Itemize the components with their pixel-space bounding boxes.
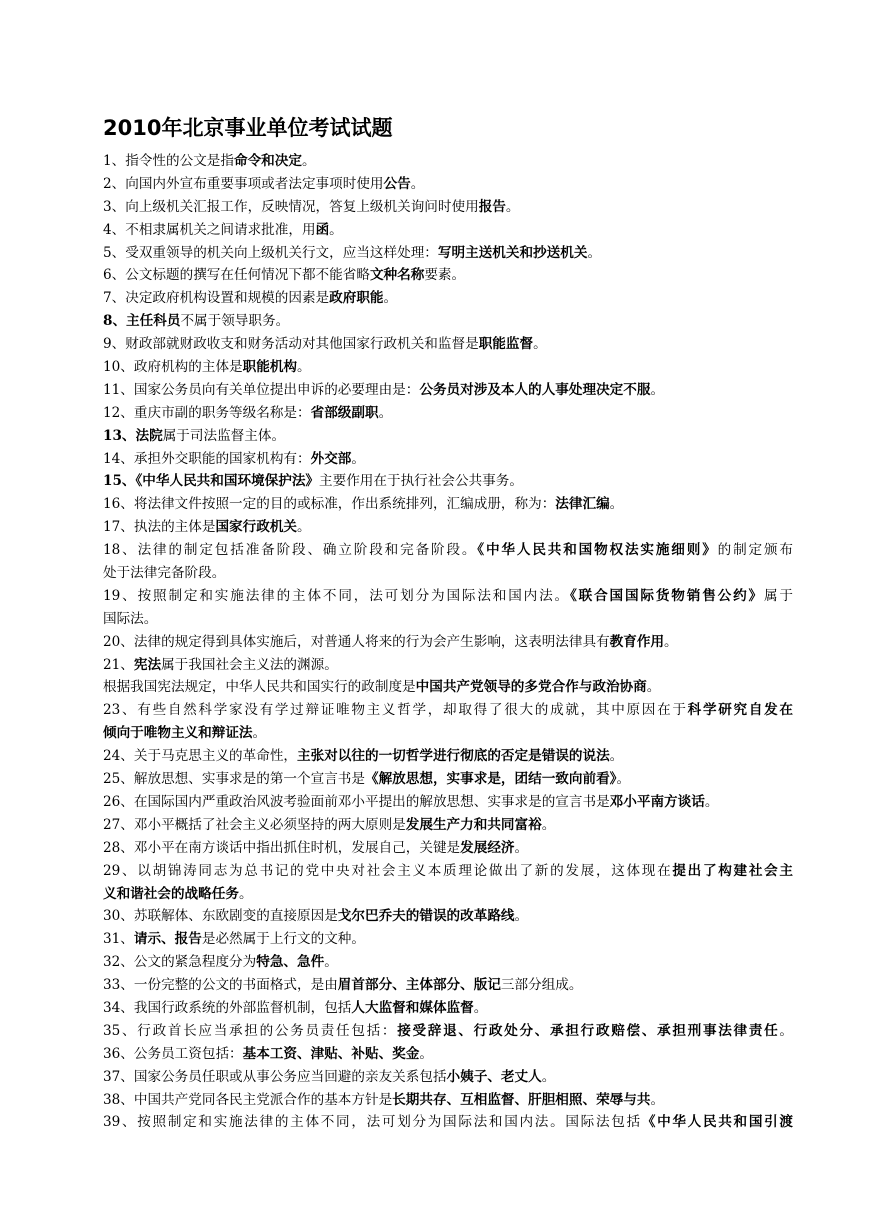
text-line <box>103 974 793 997</box>
bold-answer-text: 外交部 <box>310 450 352 467</box>
line-text: 。 <box>297 519 311 536</box>
bold-answer-text: 教育作用 <box>609 633 665 650</box>
bold-answer-text: 法律汇编 <box>555 496 610 513</box>
line-text: 。 <box>473 999 488 1016</box>
line-text: 38、中国共产党同各民主党派合作的基本方针是 <box>103 1091 393 1108</box>
line-text: 。 <box>378 404 393 421</box>
line-text: 根据我国宪法规定，中华人民共和国实行的政制度是 <box>103 679 416 696</box>
line-text: 4、不相隶属机关之间请求批准，用 <box>103 221 316 238</box>
bold-answer-text: 主张对以往的一切哲学进行彻底的否定是错误的说法 <box>297 748 610 765</box>
line-text: 。 <box>297 359 311 376</box>
bold-answer-text: 公务员对涉及本人的人事处理决定不服 <box>419 381 651 398</box>
text-line <box>103 539 793 562</box>
text-line <box>103 562 793 585</box>
line-text: 34、我国行政系统的外部监督机制，包括 <box>103 999 352 1016</box>
text-line <box>103 448 793 471</box>
bold-answer-text: 13、法院 <box>103 427 163 444</box>
text-line <box>103 264 793 287</box>
line-text: 29、以胡锦涛同志为总书记的党中央对社会主义本质理论做出了新的发展，这体现在 <box>103 862 673 879</box>
document-title: 2010年北京事业单位考试试题 <box>103 116 393 140</box>
line-text: 。 <box>514 839 529 856</box>
text-line <box>103 1020 793 1043</box>
line-text: 14、承担外交职能的国家机构有： <box>103 450 311 467</box>
bold-answer-text: 邓小平南方谈话 <box>609 793 705 810</box>
text-line <box>103 837 793 860</box>
line-text: 。 <box>505 198 520 215</box>
text-line <box>103 333 793 356</box>
line-text: 。 <box>329 221 343 238</box>
text-line <box>103 242 793 265</box>
line-text: 。 <box>238 885 253 902</box>
bold-answer-text: 国家行政机关 <box>215 519 298 536</box>
text-line <box>103 768 793 791</box>
text-line <box>103 676 793 699</box>
line-text: 10、政府机构的主体是 <box>103 359 243 376</box>
line-text: 。 <box>704 793 719 810</box>
line-text: 24、关于马克思主义的革命性， <box>103 748 298 765</box>
line-text: 。 <box>541 816 556 833</box>
line-text: 12、重庆市副的职务等级名称是： <box>103 404 311 421</box>
line-text: 17、执法的主体是 <box>103 519 216 536</box>
bold-answer-text: 特急、急件 <box>256 954 325 971</box>
bold-answer-text: 8、主任科员 <box>103 313 181 330</box>
line-text: 。 <box>646 679 661 696</box>
text-line <box>103 883 793 906</box>
line-text: 28、邓小平在南方谈话中指出抓住时机，发展自己，关键是 <box>103 839 461 856</box>
text-line <box>103 699 793 722</box>
line-text: 36、公务员工资包括： <box>103 1045 243 1062</box>
bold-answer-text: 长期共存、互相监督、肝胆相照、荣辱与共 <box>392 1091 651 1108</box>
line-text: 国际法。 <box>103 610 158 627</box>
bold-answer-text: 基本工资、津贴、补贴、奖金 <box>242 1045 420 1062</box>
text-line <box>103 470 793 493</box>
text-line <box>103 1111 793 1134</box>
line-text: 。 <box>664 633 678 650</box>
bold-answer-text: 提出了构建社会主 <box>672 862 793 879</box>
text-line <box>103 1089 793 1112</box>
bold-answer-text: 文种名称 <box>369 267 425 284</box>
line-text: 要素。 <box>424 267 466 284</box>
text-line <box>103 745 793 768</box>
bold-answer-text: 中国共产党领导的多党合作与政治协商 <box>415 679 647 696</box>
text-line <box>103 997 793 1020</box>
bold-answer-text: 《中华人民共和国物权法实施细则》 <box>477 542 718 559</box>
text-line <box>103 493 793 516</box>
bold-answer-text: 职能监督 <box>478 336 534 353</box>
line-text: 11、国家公务员向有关单位提出申诉的必要理由是： <box>103 381 420 398</box>
bold-answer-text: 小姨子、老丈人 <box>446 1068 542 1085</box>
text-line <box>103 631 793 654</box>
line-text: 。 <box>252 725 267 742</box>
line-text: 23、有些自然科学家没有学过辩证唯物主义哲学，却取得了很大的成就，其中原因在于 <box>103 702 688 719</box>
line-text: 三部分组成。 <box>500 977 583 994</box>
line-text: 。 <box>301 153 316 169</box>
bold-answer-text: 写明主送机关和抄送机关 <box>437 244 588 261</box>
bold-answer-text: 函 <box>315 221 330 238</box>
text-line <box>103 722 793 745</box>
bold-answer-text: 接受辞退、行政处分、承担行政赔偿、承担刑事法律责任 <box>397 1022 780 1039</box>
text-line <box>103 310 793 333</box>
text-line <box>103 791 793 814</box>
line-text: 30、苏联解体、东欧剧变的直接原因是 <box>103 908 338 925</box>
line-text: 19、按照制定和实施法律的主体不同，法可划分为国际法和国内法。 <box>103 587 570 604</box>
text-line <box>103 814 793 837</box>
bold-answer-text: 命令和决定 <box>234 153 302 169</box>
bold-answer-text: 宪法 <box>133 656 162 673</box>
line-text: 25、解放思想、实事求是的第一个宣言书是 <box>103 771 365 788</box>
text-line <box>103 402 793 425</box>
line-text: 1、指令性的公文是指 <box>103 153 234 169</box>
text-line <box>103 1043 793 1066</box>
text-line <box>103 928 793 951</box>
line-text: 3、向上级机关汇报工作，反映情况，答复上级机关询问时使用 <box>103 198 479 215</box>
document-body <box>103 150 793 1134</box>
line-text: 2、向国内外宣布重要事项或者法定事项时使用 <box>103 175 384 192</box>
line-text: 37、国家公务员任职或从事公务应当回避的亲友关系包括 <box>103 1068 447 1085</box>
line-text: 是必然属于上行文的文种。 <box>201 931 365 948</box>
bold-answer-text: 报告 <box>478 198 506 215</box>
line-text: 5、受双重领导的机关向上级机关行文，应当这样处理： <box>103 244 438 261</box>
bold-answer-text: 《中华人民共和国引渡 <box>641 1114 793 1131</box>
text-line <box>103 150 793 173</box>
text-line <box>103 287 793 310</box>
bold-answer-text: 发展经济 <box>460 839 515 856</box>
line-text: 。 <box>514 908 529 925</box>
line-text: 18、法律的制定包括准备阶段、确立阶段和完备阶段。 <box>103 542 478 559</box>
text-line <box>103 379 793 402</box>
bold-answer-text: 省部级副职 <box>310 404 379 421</box>
line-text: 。 <box>419 1045 433 1062</box>
bold-answer-text: 公告 <box>383 175 411 192</box>
line-text: 。 <box>324 954 338 971</box>
line-text: 。 <box>609 496 624 513</box>
line-text: 属于 <box>763 587 793 604</box>
bold-answer-text: 眉首部分、主体部分、版记 <box>337 977 501 994</box>
line-text: 31、 <box>103 931 134 948</box>
line-text: 。 <box>541 1068 556 1085</box>
line-text: 21、 <box>103 656 134 673</box>
line-text: 属于我国社会主义法的渊源。 <box>161 656 338 673</box>
bold-answer-text: 政府职能 <box>329 290 384 307</box>
bold-answer-text: 《解放思想，实事求是，团结一致向前看》 <box>364 771 617 788</box>
line-text: 属于司法监督主体。 <box>162 427 286 444</box>
line-text: 35、行政首长应当承担的公务员责任包括： <box>103 1022 398 1039</box>
line-text: 33、一份完整的公文的书面格式，是由 <box>103 977 338 994</box>
text-line <box>103 585 793 608</box>
line-text: 的制定颁布 <box>717 542 793 559</box>
text-line <box>103 951 793 974</box>
text-line <box>103 425 793 448</box>
line-text: 20、法律的规定得到具体实施后，对普通人将来的行为会产生影响，这表明法律具有 <box>103 633 610 650</box>
text-line <box>103 173 793 196</box>
line-text: 主要作用在于执行社会公共事务。 <box>319 473 523 490</box>
line-text: 。 <box>609 748 624 765</box>
line-text: 不属于领导职务。 <box>180 313 290 330</box>
text-line <box>103 516 793 539</box>
bold-answer-text: 倾向于唯物主义和辩证法 <box>103 725 253 742</box>
text-line <box>103 196 793 219</box>
line-text: 。 <box>650 1091 665 1108</box>
text-line <box>103 860 793 883</box>
line-text: 处于法律完备阶段。 <box>103 565 226 582</box>
bold-answer-text: 科学研究自发在 <box>687 702 793 719</box>
line-text: 27、邓小平概括了社会主义必须坚持的两大原则是 <box>103 816 406 833</box>
text-line <box>103 608 793 631</box>
line-text: 。 <box>650 381 665 398</box>
line-text: 26、在国际国内严重政治风波考验面前邓小平提出的解放思想、实事求是的宣言书是 <box>103 793 610 810</box>
text-line <box>103 219 793 242</box>
bold-answer-text: 义和谐社会的战略任务 <box>103 885 239 902</box>
line-text: 16、将法律文件按照一定的目的或标准，作出系统排列，汇编成册，称为： <box>103 496 556 513</box>
bold-answer-text: 戈尔巴乔夫的错误的改革路线 <box>337 908 515 925</box>
bold-answer-text: 人大监督和媒体监督 <box>351 999 474 1016</box>
line-text: 32、公文的紧急程度分为 <box>103 954 257 971</box>
line-text: 。 <box>616 771 631 788</box>
bold-answer-text: 15、《中华人民共和国环境保护法》 <box>103 473 320 490</box>
bold-answer-text: 职能机构 <box>242 359 298 376</box>
line-text: 。 <box>533 336 547 353</box>
line-text: 。 <box>779 1022 793 1039</box>
line-text: 39、按照制定和实施法律的主体不同，法可划分为国际法和国内法。国际法包括 <box>103 1114 642 1131</box>
line-text: 7、决定政府机构设置和规模的因素是 <box>103 290 330 307</box>
text-line <box>103 905 793 928</box>
bold-answer-text: 《联合国国际货物销售公约》 <box>570 587 764 604</box>
line-text: 9、财政部就财政收支和财务活动对其他国家行政机关和监督是 <box>103 336 479 353</box>
line-text: 6、公文标题的撰写在任何情况下都不能省略 <box>103 267 370 284</box>
line-text: 。 <box>351 450 365 467</box>
line-text: 。 <box>383 290 398 307</box>
text-line <box>103 1066 793 1089</box>
bold-answer-text: 请示、报告 <box>133 931 202 948</box>
line-text: 。 <box>410 175 425 192</box>
line-text: 。 <box>587 244 602 261</box>
text-line <box>103 356 793 379</box>
text-line <box>103 654 793 677</box>
bold-answer-text: 发展生产力和共同富裕 <box>405 816 542 833</box>
